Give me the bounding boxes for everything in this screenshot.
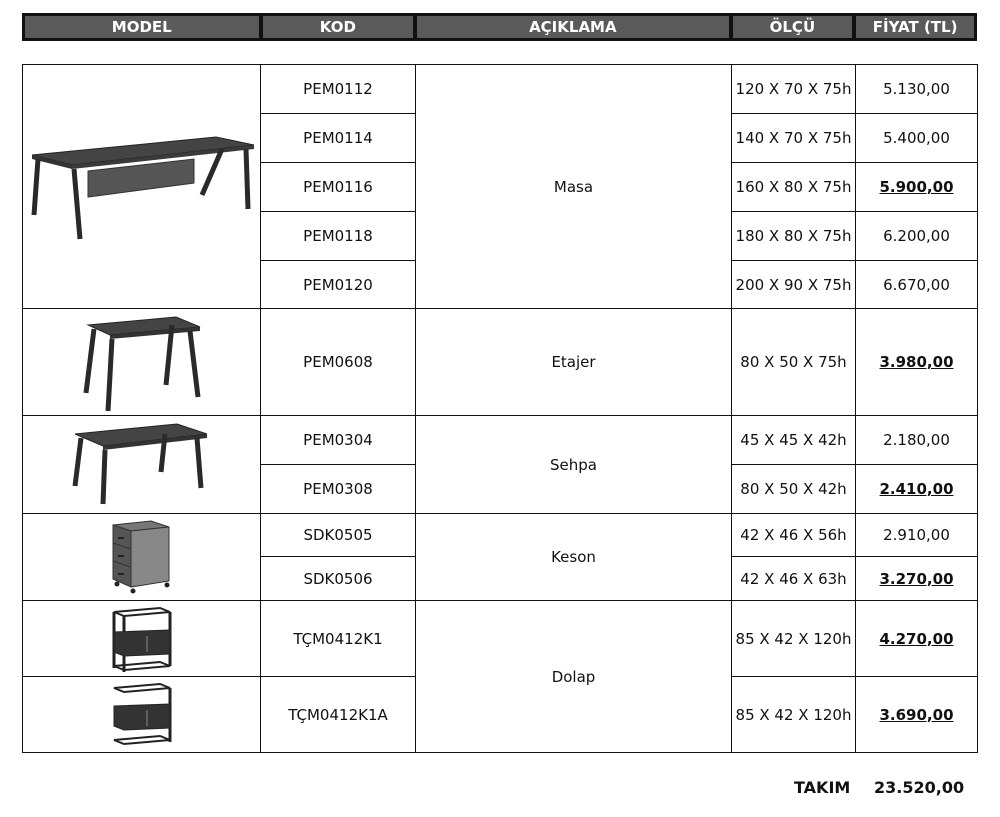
aciklama-cell: Masa bbox=[416, 65, 732, 309]
kod-cell: PEM0304 bbox=[261, 416, 416, 465]
table-row bbox=[23, 309, 978, 416]
olcu-cell: 85 X 42 X 120h bbox=[732, 601, 856, 677]
fiyat-cell: 5.130,00 bbox=[856, 65, 978, 114]
aciklama-cell: Etajer bbox=[416, 309, 732, 416]
table-row bbox=[23, 65, 978, 114]
fiyat-cell: 2.410,00 bbox=[856, 465, 978, 514]
table-row bbox=[23, 601, 978, 677]
total-value: 23.520,00 bbox=[874, 778, 965, 797]
kod-cell: PEM0118 bbox=[261, 212, 416, 261]
olcu-cell: 45 X 45 X 42h bbox=[732, 416, 856, 465]
olcu-cell: 120 X 70 X 75h bbox=[732, 65, 856, 114]
table-header bbox=[22, 13, 977, 41]
aciklama-cell: Keson bbox=[416, 514, 732, 601]
header-model: MODEL bbox=[23, 14, 261, 40]
desk-icon bbox=[26, 127, 258, 247]
shelf-cabinet-icon bbox=[110, 604, 174, 674]
aciklama-cell: Sehpa bbox=[416, 416, 732, 514]
fiyat-cell: 2.180,00 bbox=[856, 416, 978, 465]
header-fiyat: FİYAT (TL) bbox=[854, 14, 976, 40]
kod-cell: PEM0116 bbox=[261, 163, 416, 212]
shelf-cabinet-open-icon bbox=[110, 680, 174, 750]
olcu-cell: 160 X 80 X 75h bbox=[732, 163, 856, 212]
fiyat-cell: 3.690,00 bbox=[856, 677, 978, 753]
total-label: TAKIM bbox=[794, 778, 851, 797]
fiyat-cell: 5.400,00 bbox=[856, 114, 978, 163]
model-image-drawer-unit bbox=[23, 514, 261, 601]
fiyat-cell: 5.900,00 bbox=[856, 163, 978, 212]
fiyat-cell: 6.200,00 bbox=[856, 212, 978, 261]
kod-cell: PEM0112 bbox=[261, 65, 416, 114]
fiyat-cell: 2.910,00 bbox=[856, 514, 978, 557]
kod-cell: SDK0506 bbox=[261, 557, 416, 601]
model-image-shelf-cabinet-open bbox=[23, 677, 261, 753]
olcu-cell: 180 X 80 X 75h bbox=[732, 212, 856, 261]
olcu-cell: 140 X 70 X 75h bbox=[732, 114, 856, 163]
fiyat-cell: 4.270,00 bbox=[856, 601, 978, 677]
olcu-cell: 85 X 42 X 120h bbox=[732, 677, 856, 753]
fiyat-cell: 3.270,00 bbox=[856, 557, 978, 601]
price-table bbox=[22, 64, 978, 753]
table-row bbox=[23, 514, 978, 557]
kod-cell: PEM0308 bbox=[261, 465, 416, 514]
kod-cell: SDK0505 bbox=[261, 514, 416, 557]
side-table-icon bbox=[72, 311, 212, 413]
kod-cell: PEM0114 bbox=[261, 114, 416, 163]
kod-cell: TÇM0412K1A bbox=[261, 677, 416, 753]
header-olcu: ÖLÇÜ bbox=[731, 14, 855, 40]
model-image-desk bbox=[23, 65, 261, 309]
fiyat-cell: 3.980,00 bbox=[856, 309, 978, 416]
kod-cell: PEM0608 bbox=[261, 309, 416, 416]
olcu-cell: 200 X 90 X 75h bbox=[732, 261, 856, 309]
model-image-shelf-cabinet bbox=[23, 601, 261, 677]
olcu-cell: 42 X 46 X 56h bbox=[732, 514, 856, 557]
aciklama-cell: Dolap bbox=[416, 601, 732, 753]
model-image-coffee-table bbox=[23, 416, 261, 514]
model-image-side-table bbox=[23, 309, 261, 416]
header-kod: KOD bbox=[261, 14, 416, 40]
fiyat-cell: 6.670,00 bbox=[856, 261, 978, 309]
olcu-cell: 80 X 50 X 75h bbox=[732, 309, 856, 416]
kod-cell: TÇM0412K1 bbox=[261, 601, 416, 677]
header-aciklama: AÇIKLAMA bbox=[415, 14, 730, 40]
olcu-cell: 80 X 50 X 42h bbox=[732, 465, 856, 514]
table-row bbox=[23, 416, 978, 465]
olcu-cell: 42 X 46 X 63h bbox=[732, 557, 856, 601]
drawer-unit-icon bbox=[107, 517, 177, 597]
coffee-table-icon bbox=[67, 420, 217, 510]
kod-cell: PEM0120 bbox=[261, 261, 416, 309]
